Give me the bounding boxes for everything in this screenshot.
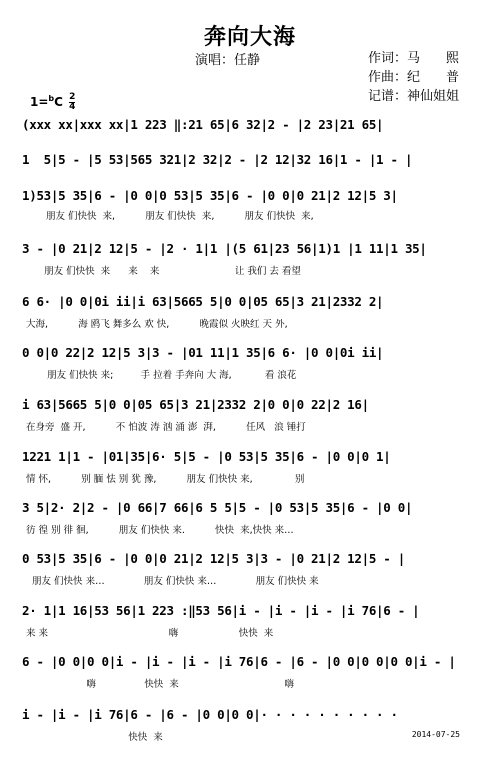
note-row: i 63|5665 5|0 0|05 65|3 21|2332 2|0 0|0 22|2 16| <box>22 397 369 412</box>
singer-credit: 演唱：任静 <box>195 53 261 68</box>
staff-line <box>22 449 482 485</box>
lyric-row: 彷 徨 别 徘 徊, 朋友 们快快 来. 快快 来,快快 来… <box>26 525 294 536</box>
lyric-row: 快快 来 <box>92 732 163 743</box>
staff-line <box>22 603 482 639</box>
note-row: 1 5|5 - |5 53|565 321|2 32|2 - |2 12|32 16|1 - |1 - | <box>22 152 413 167</box>
date-stamp: 2014-07-25 <box>411 730 460 739</box>
meter-top: 2 <box>69 92 76 102</box>
note-row: (xxx xx|xxx xx|1 223 ‖:21 65|6 32|2 - |2 23|21 65| <box>22 117 384 132</box>
lyric-row: 大海, 海 鸥飞 舞多么 欢 快, 晚霞似 火映红 天 外, <box>26 319 288 330</box>
staff-line <box>22 152 482 167</box>
transcriber-credit: 记谱：神仙姐姐 <box>368 89 460 104</box>
note-row: 0 0|0 22|2 12|5 3|3 - |01 11|1 35|6 6· |0 0|0i ii| <box>22 345 384 360</box>
composer-credit: 作曲：纪 普 <box>368 70 460 85</box>
staff-line <box>22 294 482 330</box>
meter-bottom: 4 <box>69 102 76 112</box>
lyric-row: 情 怀, 别 腼 怯 别 犹 豫, 朋友 们快快 来, 别 <box>26 474 305 485</box>
staff-line <box>22 500 482 536</box>
lyric-row: 朋友 们快快 来, 朋友 们快快 来, 朋友 们快快 来, <box>46 211 314 222</box>
note-row: 6 - |0 0|0 0|i - |i - |i - |i 76|6 - |6 - |0 0|0 0|0 0|i - | <box>22 654 456 669</box>
lyric-row: 朋友 们快快 来; 手 拉着 手奔向 大 海, 看 浪花 <box>26 370 297 381</box>
lyric-row: 朋友 们快快 来… 朋友 们快快 来… 朋友 们快快 来 <box>26 576 319 587</box>
song-title: 奔向大海 <box>203 25 296 50</box>
note-row: i - |i - |i 76|6 - |6 - |0 0|0 0|· · · · · · · · · · <box>22 707 398 722</box>
note-row: 3 - |0 21|2 12|5 - |2 · 1|1 |(5 61|23 56|1)1 |1 11|1 35| <box>22 241 427 256</box>
lyric-row: 朋友 们快快 来 来 来 让 我们 去 看望 <box>26 266 301 277</box>
note-row: 2· 1|1 16|53 56|1 223 :‖53 56|i - |i - |i - |i 76|6 - | <box>22 603 420 618</box>
staff-line <box>22 397 482 433</box>
lyric-row: 来 来 嗨 快快 来 <box>26 628 274 639</box>
staff-line <box>22 345 482 381</box>
staff-line <box>22 241 482 277</box>
staff-line <box>22 188 482 222</box>
note-row: 3 5|2· 2|2 - |0 66|7 66|6 5 5|5 - |0 53|5 35|6 - |0 0| <box>22 500 413 515</box>
key-label: 1= <box>30 95 49 109</box>
staff-line <box>22 551 482 587</box>
staff-line <box>22 117 482 132</box>
note-row: 1)53|5 35|6 - |0 0|0 53|5 35|6 - |0 0|0 21|2 12|5 3| <box>22 188 398 203</box>
lyricist-credit: 作词：马 熙 <box>368 51 460 66</box>
note-row: 1221 1|1 - |01|35|6· 5|5 - |0 53|5 35|6 - |0 0|0 1| <box>22 449 391 464</box>
key-note: C <box>54 95 63 109</box>
note-row: 0 53|5 35|6 - |0 0|0 21|2 12|5 3|3 - |0 21|2 12|5 - | <box>22 551 405 566</box>
time-signature <box>69 93 75 112</box>
lyric-row: 嗨 快快 来 嗨 <box>26 679 294 690</box>
key-signature <box>30 93 75 112</box>
note-row: 6 6· |0 0|0i ii|i 63|5665 5|0 0|05 65|3 21|2332 2| <box>22 294 384 309</box>
key-accidental: b <box>48 94 55 103</box>
lyric-row: 在身旁 盛 开, 不 怕波 涛 汹 涌 澎 湃, 任风 浪 锤打 <box>26 422 306 433</box>
staff-line <box>22 654 482 690</box>
